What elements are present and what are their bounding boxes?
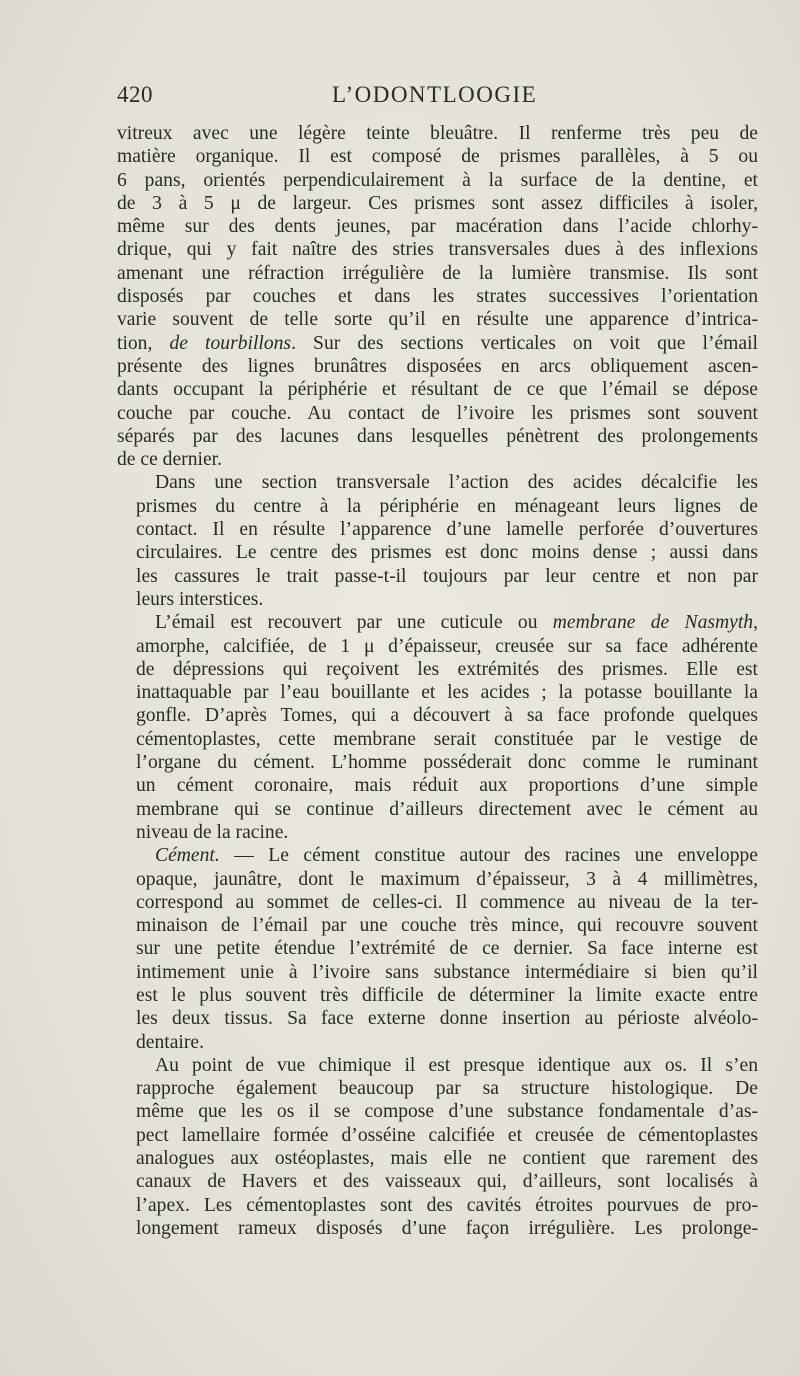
text-line: cémentoplastes, cette membrane serait constituée par le vestige de (136, 728, 758, 750)
text-line: varie souvent de telle sorte qu’il en résulte une apparence d’intrica- (117, 309, 758, 331)
text-line: dants occupant la périphérie et résultant de ce que l’émail se dépose (117, 379, 758, 401)
text-line: circulaires. Le centre des prismes est donc moins dense ; aussi dans (136, 542, 758, 564)
text-line: un cément coronaire, mais réduit aux proportions d’une simple (136, 775, 758, 797)
text-line: Dans une section transversale l’action des acides décalcifie les (155, 472, 758, 494)
page-header (117, 82, 758, 116)
text-line: longement rameux disposés d’une façon irrégulière. Les prolonge- (136, 1217, 758, 1239)
text-line: amenant une réfraction irrégulière de la lumière transmise. Ils sont (117, 262, 758, 284)
text-line: de dépressions qui reçoivent les extrémités des prismes. Elle est (136, 658, 758, 680)
text-line: prismes du centre à la périphérie en ménageant leurs lignes de (136, 495, 758, 517)
text-line: rapproche également beaucoup par sa structure histologique. De (136, 1078, 758, 1100)
text-line: intimement unie à l’ivoire sans substance intermédiaire si bien qu’il (136, 961, 758, 983)
paragraph (117, 611, 758, 844)
text-line: sur une petite étendue l’extrémité de ce dernier. Sa face interne est (136, 938, 758, 960)
text-line: analogues aux ostéoplastes, mais elle ne contient que rarement des (136, 1148, 758, 1170)
text-line: tion, de tourbillons. Sur des sections verticales on voit que l’émail (117, 332, 759, 354)
text-line: couche par couche. Au contact de l’ivoire les prismes sont souvent (117, 402, 758, 424)
text-line: leurs interstices. (136, 588, 264, 610)
text-line: séparés par des lacunes dans lesquelles pénètrent des prolongements (117, 425, 758, 447)
text-line: gonfle. D’après Tomes, qui a découvert à sa face profonde quelques (136, 705, 758, 727)
body-text (117, 122, 758, 1240)
text-line: matière organique. Il est composé de prismes parallèles, à 5 ou (117, 146, 758, 168)
paragraph (117, 122, 758, 471)
text-line: de 3 à 5 μ de largeur. Ces prismes sont assez difficiles à isoler, (117, 192, 758, 214)
text-line: drique, qui y fait naître des stries transversales dues à des inflexions (117, 239, 758, 261)
text-line: de ce dernier. (117, 449, 222, 471)
text-line: Au point de vue chimique il est presque identique aux os. Il s’en (155, 1054, 758, 1076)
text-line: correspond au sommet de celles-ci. Il commence au niveau de la ter- (136, 891, 758, 913)
text-line: disposés par couches et dans les strates successives l’orientation (117, 286, 758, 308)
text-line: contact. Il en résulte l’apparence d’une lamelle perforée d’ouvertures (136, 519, 758, 541)
paragraph (117, 1054, 758, 1240)
text-line: les deux tissus. Sa face externe donne insertion au périoste alvéolo- (136, 1008, 758, 1030)
text-line: opaque, jaunâtre, dont le maximum d’épaisseur, 3 à 4 millimètres, (136, 868, 758, 890)
running-title: L’ODONTLOOGIE (332, 82, 538, 107)
text-line: L’émail est recouvert par une cuticule ou membrane de Nasmyth, (155, 612, 758, 634)
text-line: les cassures le trait passe-t-il toujours par leur centre et non par (136, 565, 758, 587)
text-line: niveau de la racine. (136, 821, 289, 843)
text-line: minaison de l’émail par une couche très mince, qui recouvre souvent (136, 915, 758, 937)
text-line: canaux de Havers et des vaisseaux qui, d’ailleurs, sont localisés à (136, 1171, 758, 1193)
text-line: est le plus souvent très difficile de déterminer la limite exacte entre (136, 984, 758, 1006)
page-number: 420 (117, 82, 153, 107)
text-line: l’organe du cément. L’homme posséderait donc comme le ruminant (136, 752, 758, 774)
text-line: pect lamellaire formée d’osséine calcifiée et creusée de cémentoplastes (136, 1124, 758, 1146)
text-line: présente des lignes brunâtres disposées en arcs obliquement ascen- (117, 355, 758, 377)
text-line: vitreux avec une légère teinte bleuâtre. Il renferme très peu de (117, 123, 758, 144)
text-line: Cément. — Le cément constitue autour des racines une enveloppe (155, 845, 758, 867)
text-line: dentaire. (136, 1031, 204, 1053)
paragraph (117, 471, 758, 611)
text-line: amorphe, calcifiée, de 1 μ d’épaisseur, creusée sur sa face adhérente (136, 635, 758, 657)
text-line: inattaquable par l’eau bouillante et les acides ; la potasse bouillante la (136, 682, 758, 704)
text-line: même que les os il se compose d’une substance fondamentale d’as- (136, 1101, 758, 1123)
text-line: membrane qui se continue d’ailleurs directement avec le cément au (136, 798, 758, 820)
text-line: même sur des dents jeunes, par macération dans l’acide chlorhy- (117, 216, 758, 238)
text-line: 6 pans, orientés perpendiculairement à la surface de la dentine, et (117, 169, 758, 191)
text-line: l’apex. Les cémentoplastes sont des cavités étroites pourvues de pro- (136, 1194, 758, 1216)
paragraph (117, 844, 758, 1054)
